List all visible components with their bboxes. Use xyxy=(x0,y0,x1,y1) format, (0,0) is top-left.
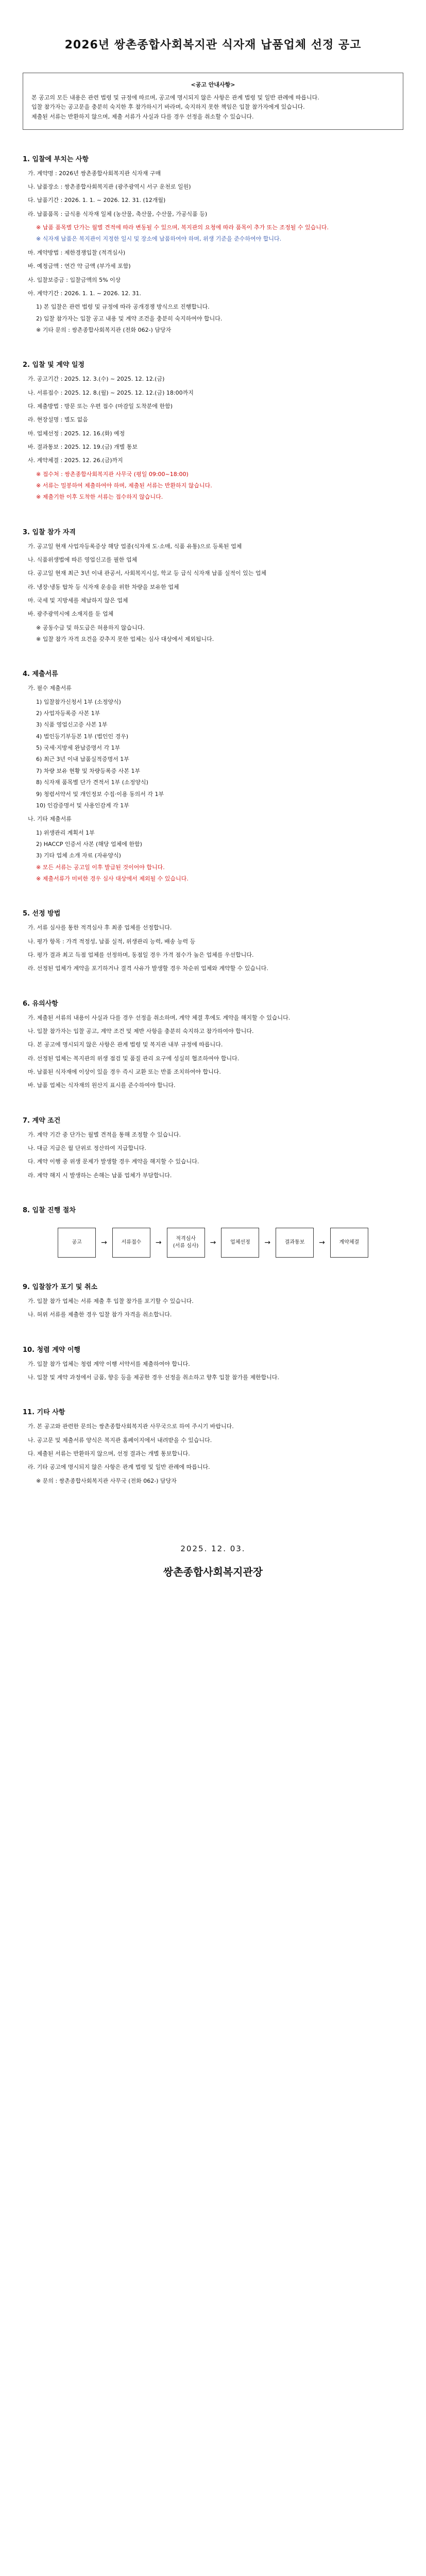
flow-step: 서류접수 xyxy=(112,1228,150,1258)
section-heading: 11. 기타 사항 xyxy=(23,1409,65,1417)
section-heading: 6. 유의사항 xyxy=(23,999,58,1008)
section-item: 마. 업체선정 : 2025. 12. 16.(화) 예정 xyxy=(28,430,125,437)
section-item: 나. 입찰 및 계약 과정에서 금품, 향응 등을 제공한 경우 선정을 취소하고 향후 입찰 참가를 제한합니다. xyxy=(28,1374,279,1381)
section-item: 다. 납품기간 : 2026. 1. 1. ~ 2026. 12. 31. (12개월) xyxy=(28,197,166,204)
section-heading: 4. 제출서류 xyxy=(23,670,58,679)
detail-item: 1) 본 입찰은 관련 법령 및 규정에 따라 공개경쟁 방식으로 진행합니다. xyxy=(36,303,210,311)
section-item: 마. 국세 및 지방세를 체납하지 않은 업체 xyxy=(28,597,128,604)
document-item: 4) 법인등기부등본 1부 (법인인 경우) xyxy=(36,733,128,740)
section-item: 라. 현장설명 : 별도 없음 xyxy=(28,416,88,423)
contact-note: ※ 문의 : 쌍촌종합사회복지관 사무국 (전화 062-) 담당자 xyxy=(36,1477,177,1484)
section-item: 가. 계약 기간 중 단가는 월별 견적을 통해 조정할 수 있습니다. xyxy=(28,1131,181,1138)
section-item: 다. 본 공고에 명시되지 않은 사항은 관계 법령 및 복지관 내부 규정에 따릅니다. xyxy=(28,1041,223,1048)
section-item: 가. 입찰 참가 업체는 청렴 계약 이행 서약서를 제출하여야 합니다. xyxy=(28,1360,190,1367)
flow-step: 적격심사 (서류 심사) xyxy=(167,1228,205,1258)
section-item: 라. 냉장·냉동 탑차 등 식자재 운송을 위한 차량을 보유한 업체 xyxy=(28,583,179,590)
section-item: 아. 계약기간 : 2026. 1. 1. ~ 2026. 12. 31. xyxy=(28,290,141,297)
document-item: 3) 식품 영업신고증 사본 1부 xyxy=(36,721,108,728)
section-item: 사. 입찰보증금 : 입찰금액의 5% 이상 xyxy=(28,276,121,283)
arrow-right-icon: → xyxy=(101,1239,107,1247)
arrow-right-icon: → xyxy=(155,1239,162,1247)
section-item: 다. 계약 이행 중 위생 문제가 발생할 경우 계약을 해지할 수 있습니다. xyxy=(28,1158,199,1165)
section-item: 바. 예정금액 : 연간 약 금액 (부가세 포함) xyxy=(28,263,131,270)
subsection-label: 가. 필수 제출서류 xyxy=(28,685,72,692)
red-note: ※ 제출기한 이후 도착한 서류는 접수하지 않습니다. xyxy=(36,494,163,501)
document-item: 7) 차량 보유 현황 및 차량등록증 사본 1부 xyxy=(36,767,141,774)
section-heading: 3. 입찰 참가 자격 xyxy=(23,528,76,536)
note: ※ 입찰 참가 자격 요건을 갖추지 못한 업체는 심사 대상에서 제외됩니다. xyxy=(36,636,214,643)
section-item: 라. 계약 해지 시 발생하는 손해는 납품 업체가 부담합니다. xyxy=(28,1172,172,1179)
section-item: 라. 선정된 업체가 계약을 포기하거나 결격 사유가 발생할 경우 차순위 업체와 계약할 수 있습니다. xyxy=(28,965,268,972)
notice-date: 2025. 12. 03. xyxy=(180,1544,246,1554)
notice-box-heading: <공고 안내사항> xyxy=(191,81,235,88)
red-note: ※ 납품 품목별 단가는 월별 견적에 따라 변동될 수 있으며, 복지관의 요청에 따라 품목이 추가 또는 조정될 수 있습니다. xyxy=(36,224,329,231)
section-item: 가. 서류 심사를 통한 적격심사 후 최종 업체를 선정합니다. xyxy=(28,924,172,931)
arrow-right-icon: → xyxy=(319,1239,325,1247)
document xyxy=(23,21,403,1594)
section-item: 마. 납품된 식자재에 이상이 있을 경우 즉시 교환 또는 반품 조치하여야 합니다. xyxy=(28,1069,221,1075)
document-item: 1) 입찰참가신청서 1부 (소정양식) xyxy=(36,698,121,705)
section-heading: 1. 입찰에 부치는 사항 xyxy=(23,155,89,163)
section-item: 가. 공고기간 : 2025. 12. 3.(수) ~ 2025. 12. 12.(금) xyxy=(28,376,165,383)
section-item: 바. 납품 업체는 식자재의 원산지 표시를 준수하여야 합니다. xyxy=(28,1082,176,1089)
document-item: 1) 위생관리 계획서 1부 xyxy=(36,829,95,836)
flow-step: 계약체결 xyxy=(330,1228,368,1258)
section-item: 다. 제출된 서류는 반환하지 않으며, 선정 결과는 개별 통보합니다. xyxy=(28,1450,190,1458)
section-item: 가. 공고일 현재 사업자등록증상 해당 업종(식자재 도·소매, 식품 유통)으로 등록된 업체 xyxy=(28,543,242,550)
section-heading: 2. 입찰 및 계약 일정 xyxy=(23,361,84,369)
section-item: 다. 제출방법 : 방문 또는 우편 접수 (마감일 도착분에 한함) xyxy=(28,402,173,410)
section-item: 마. 계약방법 : 제한경쟁입찰 (적격심사) xyxy=(28,249,126,256)
document-item: 5) 국세·지방세 완납증명서 각 1부 xyxy=(36,744,121,752)
blue-note: ※ 식자재 납품은 복지관이 지정한 일시 및 장소에 납품하여야 하며, 위생 기준을 준수하여야 합니다. xyxy=(36,235,282,243)
section-item: 가. 계약명 : 2026년 쌍촌종합사회복지관 식자재 구매 xyxy=(28,170,161,177)
red-note: ※ 서류는 밀봉하여 제출하여야 하며, 제출된 서류는 반환하지 않습니다. xyxy=(36,482,212,489)
document-item: 2) 사업자등록증 사본 1부 xyxy=(36,710,100,717)
detail-item: 2) 입찰 참가자는 입찰 공고 내용 및 계약 조건을 충분히 숙지하여야 합니다. xyxy=(36,315,223,322)
notice-box xyxy=(23,73,403,130)
process-flow xyxy=(23,1228,403,1258)
section-item: 나. 서류접수 : 2025. 12. 8.(월) ~ 2025. 12. 12.(금) 18:00까지 xyxy=(28,389,194,396)
section-item: 가. 본 공고와 관련한 문의는 쌍촌종합사회복지관 사무국으로 하여 주시기 바랍니다. xyxy=(28,1423,234,1430)
section-item: 나. 입찰 참가자는 입찰 공고, 계약 조건 및 제반 사항을 충분히 숙지하고 참가하여야 합니다. xyxy=(28,1027,254,1035)
section-item: 라. 선정된 업체는 복지관의 위생 점검 및 품질 관리 요구에 성실히 협조하여야 합니다. xyxy=(28,1055,240,1062)
note: ※ 공동수급 및 하도급은 허용하지 않습니다. xyxy=(36,624,145,631)
notice-box-line: 입찰 참가자는 공고문을 충분히 숙지한 후 참가하시기 바라며, 숙지하지 못한 책임은 입찰 참가자에게 있습니다. xyxy=(31,104,305,111)
notice-box-line: 본 공고의 모든 내용은 관련 법령 및 규정에 따르며, 공고에 명시되지 않은 사항은 관계 법령 및 일반 관례에 따릅니다. xyxy=(31,94,319,101)
document-item: 9) 청렴서약서 및 개인정보 수집·이용 동의서 각 1부 xyxy=(36,790,164,798)
section-item: 나. 공고문 및 제출서류 양식은 복지관 홈페이지에서 내려받을 수 있습니다. xyxy=(28,1436,212,1444)
arrow-right-icon: → xyxy=(264,1239,271,1247)
document-item: 3) 기타 업체 소개 자료 (자유양식) xyxy=(36,852,121,859)
section-item: 바. 결과통보 : 2025. 12. 19.(금) 개별 통보 xyxy=(28,443,138,450)
section-heading: 7. 계약 조건 xyxy=(23,1116,61,1125)
section-item: 나. 대금 지급은 월 단위로 정산하여 지급합니다. xyxy=(28,1145,146,1152)
section-item: 다. 공고일 현재 최근 3년 이내 관공서, 사회복지시설, 학교 등 급식 식자재 납품 실적이 있는 업체 xyxy=(28,570,267,577)
red-note: ※ 접수처 : 쌍촌종합사회복지관 사무국 (평일 09:00~18:00) xyxy=(36,470,189,478)
notice-box-line: 제출된 서류는 반환하지 않으며, 제출 서류가 사실과 다를 경우 선정을 취소할 수 있습니다. xyxy=(31,113,254,121)
section-item: 사. 계약체결 : 2025. 12. 26.(금)까지 xyxy=(28,457,123,464)
section-item: 가. 입찰 참가 업체는 서류 제출 후 입찰 참가를 포기할 수 있습니다. xyxy=(28,1298,194,1305)
section-heading: 10. 청렴 계약 이행 xyxy=(23,1346,80,1354)
organization-name: 쌍촌종합사회복지관장 xyxy=(163,1566,263,1579)
section-heading: 5. 선정 방법 xyxy=(23,910,61,918)
arrow-right-icon: → xyxy=(210,1239,216,1247)
flow-step: 업체선정 xyxy=(221,1228,259,1258)
red-note: ※ 제출서류가 미비한 경우 심사 대상에서 제외될 수 있습니다. xyxy=(36,875,189,882)
section-item: 다. 평가 결과 최고 득점 업체를 선정하며, 동점일 경우 가격 점수가 높은 업체를 우선합니다. xyxy=(28,951,254,958)
section-item: 라. 납품품목 : 급식용 식자재 일체 (농산물, 축산물, 수산물, 가공식품 등) xyxy=(28,210,208,217)
section-item: 나. 납품장소 : 쌍촌종합사회복지관 (광주광역시 서구 운천로 일원) xyxy=(28,183,191,191)
section-heading: 8. 입찰 진행 절차 xyxy=(23,1207,76,1215)
subsection-label: 나. 기타 제출서류 xyxy=(28,816,72,823)
flow-step: 공고 xyxy=(58,1228,96,1258)
document-item: 10) 인감증명서 및 사용인감계 각 1부 xyxy=(36,802,129,809)
document-item: 2) HACCP 인증서 사본 (해당 업체에 한함) xyxy=(36,840,142,848)
section-item: 나. 평가 항목 : 가격 적정성, 납품 실적, 위생관리 능력, 배송 능력 등 xyxy=(28,938,196,945)
document-item: 6) 최근 3년 이내 납품실적증명서 1부 xyxy=(36,756,129,763)
section-item: 나. 식품위생법에 따른 영업신고를 필한 업체 xyxy=(28,556,138,563)
notice-title: 2026년 쌍촌종합사회복지관 식자재 납품업체 선정 공고 xyxy=(64,39,362,52)
document-item: 8) 식자재 품목별 단가 견적서 1부 (소정양식) xyxy=(36,779,148,786)
section-item: 가. 제출된 서류의 내용이 사실과 다를 경우 선정을 취소하며, 계약 체결 후에도 계약을 해지할 수 있습니다. xyxy=(28,1014,291,1021)
section-item: 바. 광주광역시에 소재지를 둔 업체 xyxy=(28,611,114,618)
section-item: 나. 허위 서류를 제출한 경우 입찰 참가 자격을 취소합니다. xyxy=(28,1311,172,1318)
info-note: ※ 기타 문의 : 쌍촌종합사회복지관 (전화 062-) 담당자 xyxy=(36,326,172,333)
section-item: 라. 기타 공고에 명시되지 않은 사항은 관계 법령 및 일반 관례에 따릅니다. xyxy=(28,1464,210,1471)
red-note: ※ 모든 서류는 공고일 이후 발급된 것이어야 합니다. xyxy=(36,863,165,871)
flow-step: 결과통보 xyxy=(276,1228,314,1258)
section-heading: 9. 입찰참가 포기 및 취소 xyxy=(23,1283,98,1292)
